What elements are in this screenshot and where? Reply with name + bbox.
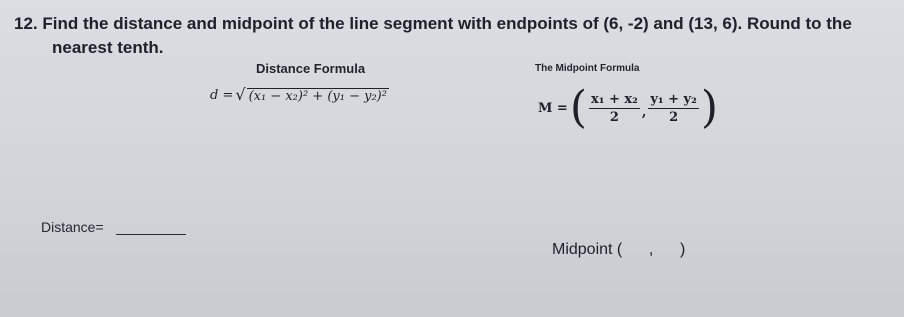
midpoint-answer-label[interactable]: Midpoint ( , ) (552, 241, 686, 258)
midpoint-formula-heading: The Midpoint Formula (535, 63, 640, 74)
distance-formula-heading: Distance Formula (256, 61, 366, 76)
y-denominator: 2 (669, 109, 679, 125)
x-average-fraction (589, 92, 640, 125)
distance-formula-lhs: d = (210, 88, 234, 103)
question-line-2: nearest tenth. (52, 38, 164, 57)
question-number: 12. (14, 14, 38, 33)
y-average-fraction (648, 92, 698, 125)
question-line-1 (14, 14, 852, 34)
distance-formula-radicand: (x₁ − x₂)² + (y₁ − y₂)² (248, 89, 387, 104)
distance-answer-blank[interactable] (116, 234, 186, 235)
midpoint-formula (538, 82, 718, 133)
midpoint-formula-lhs: M = (538, 100, 568, 116)
open-paren: ( (569, 82, 587, 133)
x-denominator: 2 (609, 109, 619, 125)
coordinate-separator: , (641, 105, 647, 120)
x-sum-numerator: x₁ + x₂ (590, 91, 638, 107)
square-root-symbol: √ (235, 85, 246, 104)
y-sum-numerator: y₁ + y₂ (650, 91, 697, 107)
question-text: Find the distance and midpoint of the line segment with endpoints of (6, -2) and (13, 6). Round to the (42, 14, 852, 33)
distance-answer-label: Distance= (41, 219, 104, 235)
distance-formula (210, 85, 389, 104)
close-paren: ) (700, 82, 718, 133)
